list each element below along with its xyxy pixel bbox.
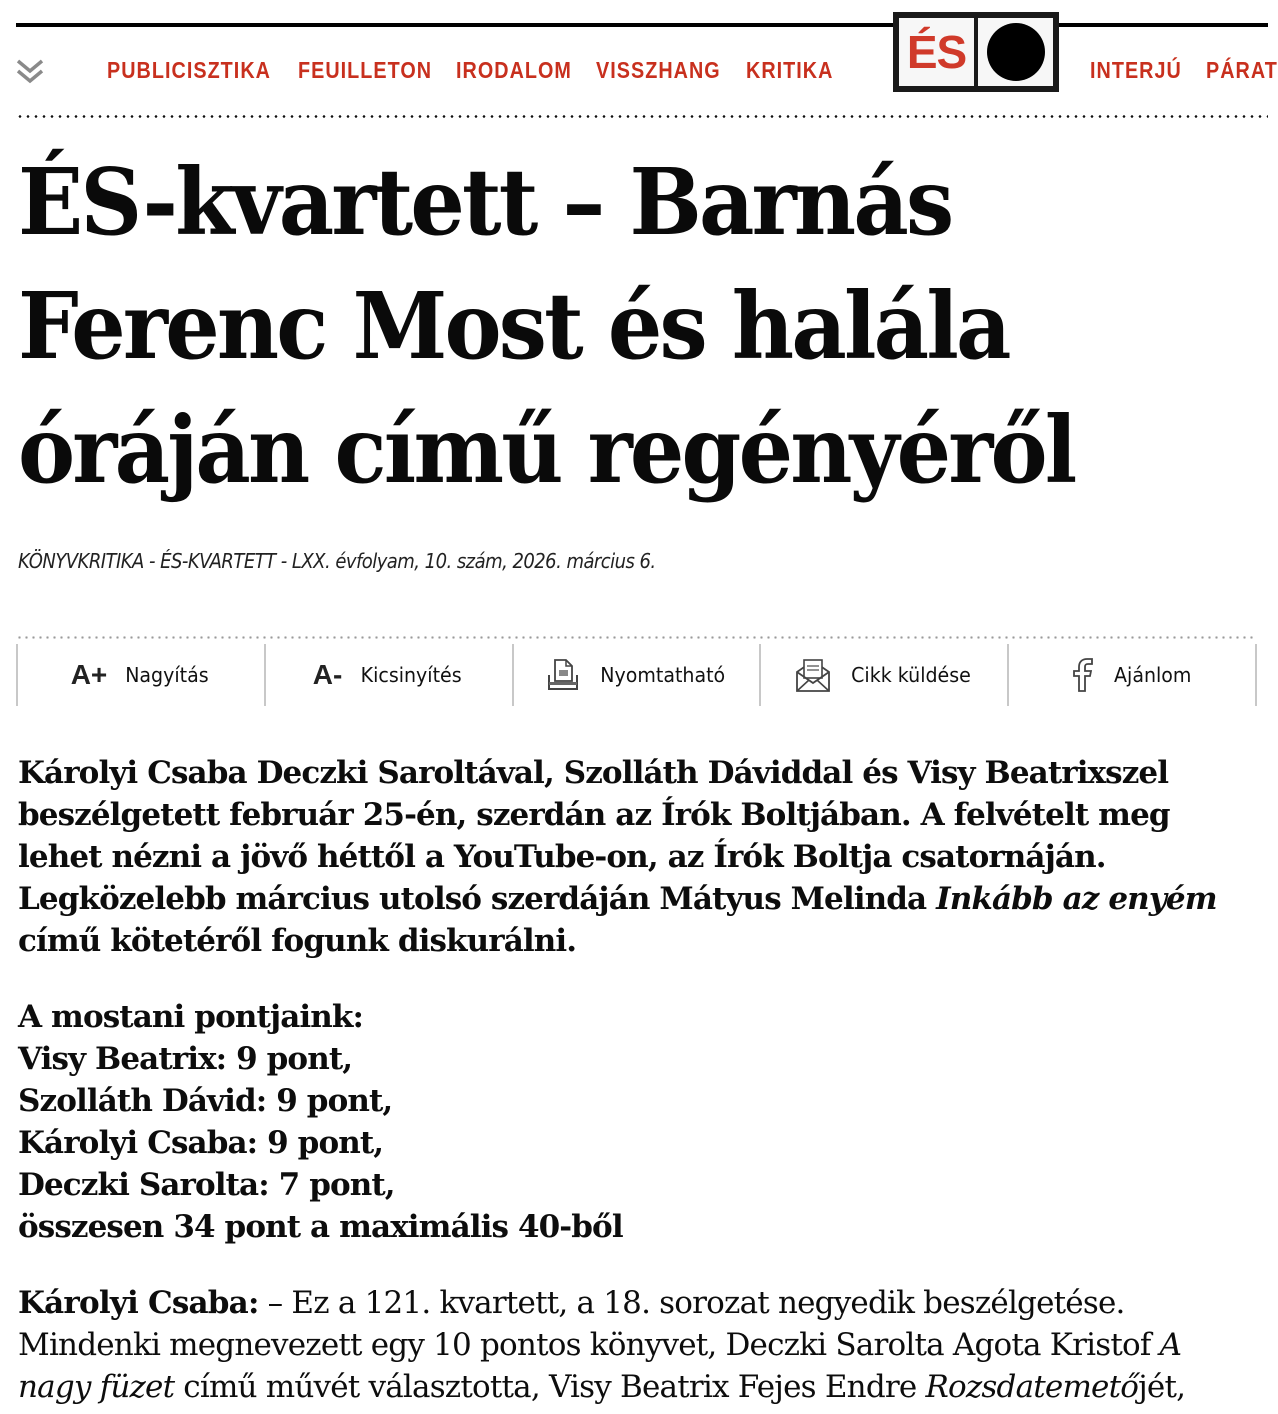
font-decrease-icon: A- xyxy=(312,659,343,690)
main-navigation xyxy=(0,40,1278,110)
nav-divider xyxy=(16,115,1268,118)
facebook-icon xyxy=(1070,657,1096,693)
es-logo[interactable] xyxy=(893,12,1059,92)
nav-item-kritika[interactable]: KRITIKA xyxy=(746,57,834,83)
nav-item-irodalom[interactable]: IRODALOM xyxy=(456,57,572,83)
zoom-in-button[interactable] xyxy=(18,644,266,706)
body-text: jét, xyxy=(1138,1369,1186,1405)
book-title-fragment: A xyxy=(1159,1327,1182,1363)
body-line xyxy=(18,1282,1258,1324)
score-item: Szolláth Dávid: 9 pont, xyxy=(18,1083,393,1119)
speaker-name: Károlyi Csaba: xyxy=(18,1285,259,1321)
body-text: Mindenki megnevezett egy 10 pontos könyvet, Deczki Sarolta Agota Kristof xyxy=(18,1327,1160,1363)
toolbar-divider xyxy=(16,636,1256,639)
logo-text-box xyxy=(899,18,974,86)
book-title: Inkább az enyém xyxy=(936,881,1217,917)
envelope-icon xyxy=(794,656,832,694)
zoom-out-button[interactable] xyxy=(266,644,514,706)
double-chevron-down-icon[interactable] xyxy=(14,57,46,87)
book-title: Rozsdatemető xyxy=(925,1369,1139,1405)
title-line: ÉS-kvartett – Barnás xyxy=(18,148,952,256)
send-article-label: Cikk küldése xyxy=(851,663,972,687)
body-text: című művét választotta, Visy Beatrix Fejes Endre xyxy=(174,1369,926,1405)
lead-text: Legközelebb március utolsó szerdáján Mátyus Melinda xyxy=(18,881,937,917)
logo-dot-icon xyxy=(987,23,1045,81)
print-icon xyxy=(545,657,581,693)
title-line: óráján című regényéről xyxy=(18,396,1075,504)
body-paragraph xyxy=(18,1282,1258,1408)
font-increase-icon: A+ xyxy=(70,659,108,690)
top-rule xyxy=(16,23,1268,27)
nav-item-feuilleton[interactable]: FEUILLETON xyxy=(298,57,433,83)
article-meta: KÖNYVKRITIKA - ÉS-KVARTETT - LXX. évfolyam, 10. szám, 2026. március 6. xyxy=(18,549,656,573)
score-item: Deczki Sarolta: 7 pont, xyxy=(18,1167,395,1203)
lead-line xyxy=(18,878,1258,920)
nav-item-visszhang[interactable]: VISSZHANG xyxy=(596,57,721,83)
zoom-in-label: Nagyítás xyxy=(125,663,209,687)
body-line xyxy=(18,1366,1258,1408)
score-item: Visy Beatrix: 9 pont, xyxy=(18,1041,353,1077)
logo-dot-box xyxy=(978,18,1053,86)
score-total: összesen 34 pont a maximális 40-ből xyxy=(18,1209,623,1245)
recommend-label: Ajánlom xyxy=(1114,663,1192,687)
lead-paragraph xyxy=(18,752,1258,962)
scores-heading: A mostani pontjaink: xyxy=(18,999,364,1035)
body-line xyxy=(18,1324,1258,1366)
score-item: Károlyi Csaba: 9 pont, xyxy=(18,1125,384,1161)
article-title xyxy=(18,140,1088,512)
scores-block xyxy=(18,996,1258,1248)
zoom-out-label: Kicsinyítés xyxy=(360,663,462,687)
body-text: – Ez a 121. kvartett, a 18. sorozat negyedik beszélgetése. xyxy=(258,1285,1125,1321)
article-body xyxy=(18,752,1258,1408)
nav-item-interju[interactable]: INTERJÚ xyxy=(1090,57,1182,83)
lead-line: beszélgetett február 25-én, szerdán az Írók Boltjában. A felvételt meg xyxy=(18,797,1170,833)
lead-line: Károlyi Csaba Deczki Saroltával, Szolláth Dáviddal és Visy Beatrixszel xyxy=(18,755,1169,791)
nav-item-publicisztika[interactable]: PUBLICISZTIKA xyxy=(107,57,271,83)
lead-line: lehet nézni a jövő héttől a YouTube-on, az Írók Boltja csatornáján. xyxy=(18,839,1106,875)
print-button[interactable] xyxy=(514,644,762,706)
title-line: Ferenc Most és halála xyxy=(18,272,1009,380)
book-title-fragment: nagy füzet xyxy=(18,1369,175,1405)
recommend-button[interactable] xyxy=(1009,644,1257,706)
logo-text: ÉS xyxy=(906,26,967,78)
lead-line: című kötetéről fogunk diskurálni. xyxy=(18,923,577,959)
article-toolbar xyxy=(16,644,1257,706)
print-label: Nyomtatható xyxy=(600,663,725,687)
send-article-button[interactable] xyxy=(761,644,1009,706)
nav-item-paratlan[interactable]: PÁRAT xyxy=(1206,57,1278,83)
